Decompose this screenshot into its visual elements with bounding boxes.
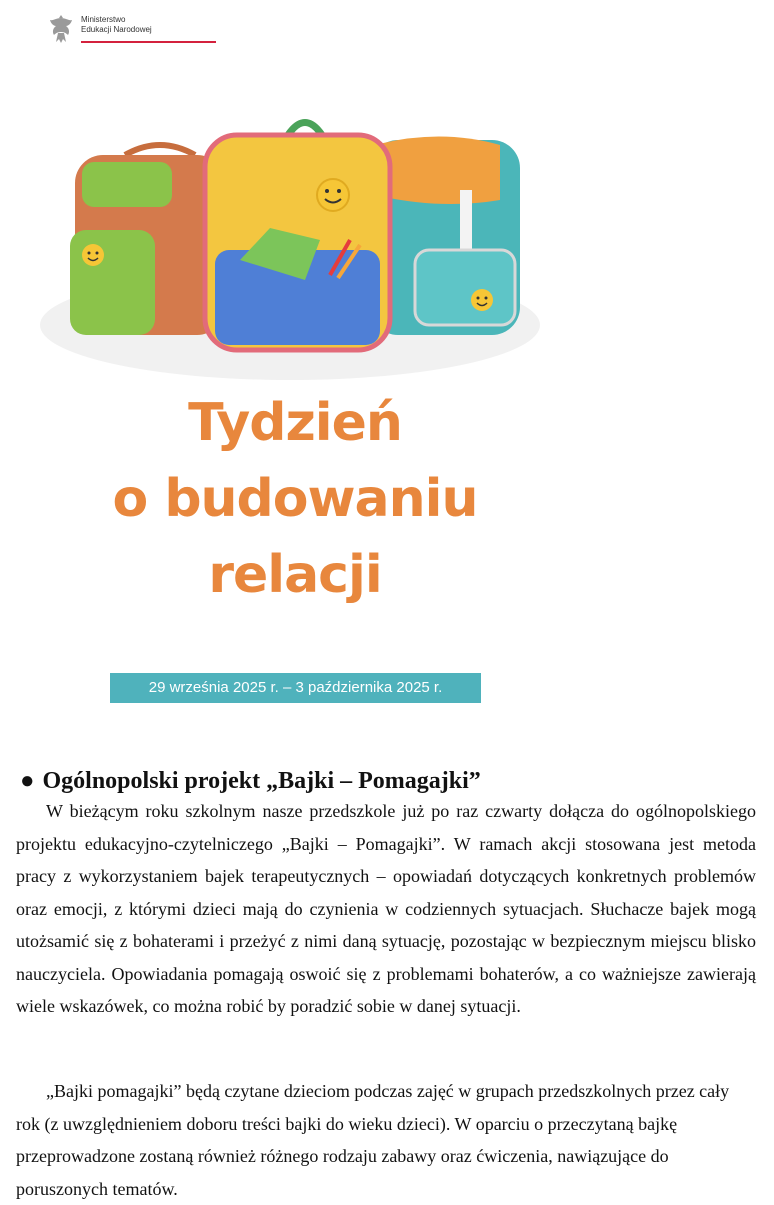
logo-underline — [81, 41, 216, 43]
backpacks-illustration — [30, 100, 550, 390]
poster-title-line-3: relacji — [208, 545, 382, 605]
orange-backpack — [70, 145, 225, 335]
logo-line-2: Edukacji Narodowej — [81, 25, 152, 34]
eagle-emblem-icon — [46, 12, 76, 46]
ministry-logo — [46, 12, 152, 46]
poster-title-line-1: Tydzień — [188, 393, 402, 453]
article-paragraph-2: „Bajki pomagajki” będą czytane dzieciom podczas zajęć w grupach przedszkolnych przez cały rok (z uwzględnieniem doboru treści bajki do wieku dzieci). W oparciu o przeczytaną bajkę przeprowadzone zostaną również różnego rodzaju zabawy oraz ćwiczenia, nawiązujące do poruszonych tematów. — [16, 1081, 730, 1199]
yellow-backpack — [205, 123, 390, 351]
poster-title-line-2: o budowaniu — [112, 469, 478, 529]
heading-text: Ogólnopolski projekt „Bajki – Pomagajki” — [42, 768, 481, 794]
article-paragraph-1: W bieżącym roku szkolnym nasze przedszkole już po raz czwarty dołącza do ogólnopolskiego projektu edukacyjno-czytelniczego „Bajki – Pomagajki”. W ramach akcji stosowana jest metoda pracy z wykorzystaniem bajek terapeutycznych – opowiadań dotyczących konkretnych problemów oraz emocji, z którymi dzieci mają do czynienia w codziennych sytuacjach. Słuchacze bajek mogą utożsamić się z bohaterami i przeżyć z nimi daną sytuację, pozostając w bezpiecznym miejscu blisko nauczyciela. Opowiadania pomagają oswoić się z problemami bohaterów, a co ważniejsze zawierają wiele wskazówek, co można robić by poradzić sobie w danej sytuacji. — [16, 801, 756, 1016]
article-heading — [20, 768, 481, 795]
event-dates-banner: 29 września 2025 r. – 3 października 2025 r. — [110, 673, 481, 703]
logo-line-1: Ministerstwo — [81, 15, 126, 24]
bullet-icon: ● — [20, 768, 35, 794]
